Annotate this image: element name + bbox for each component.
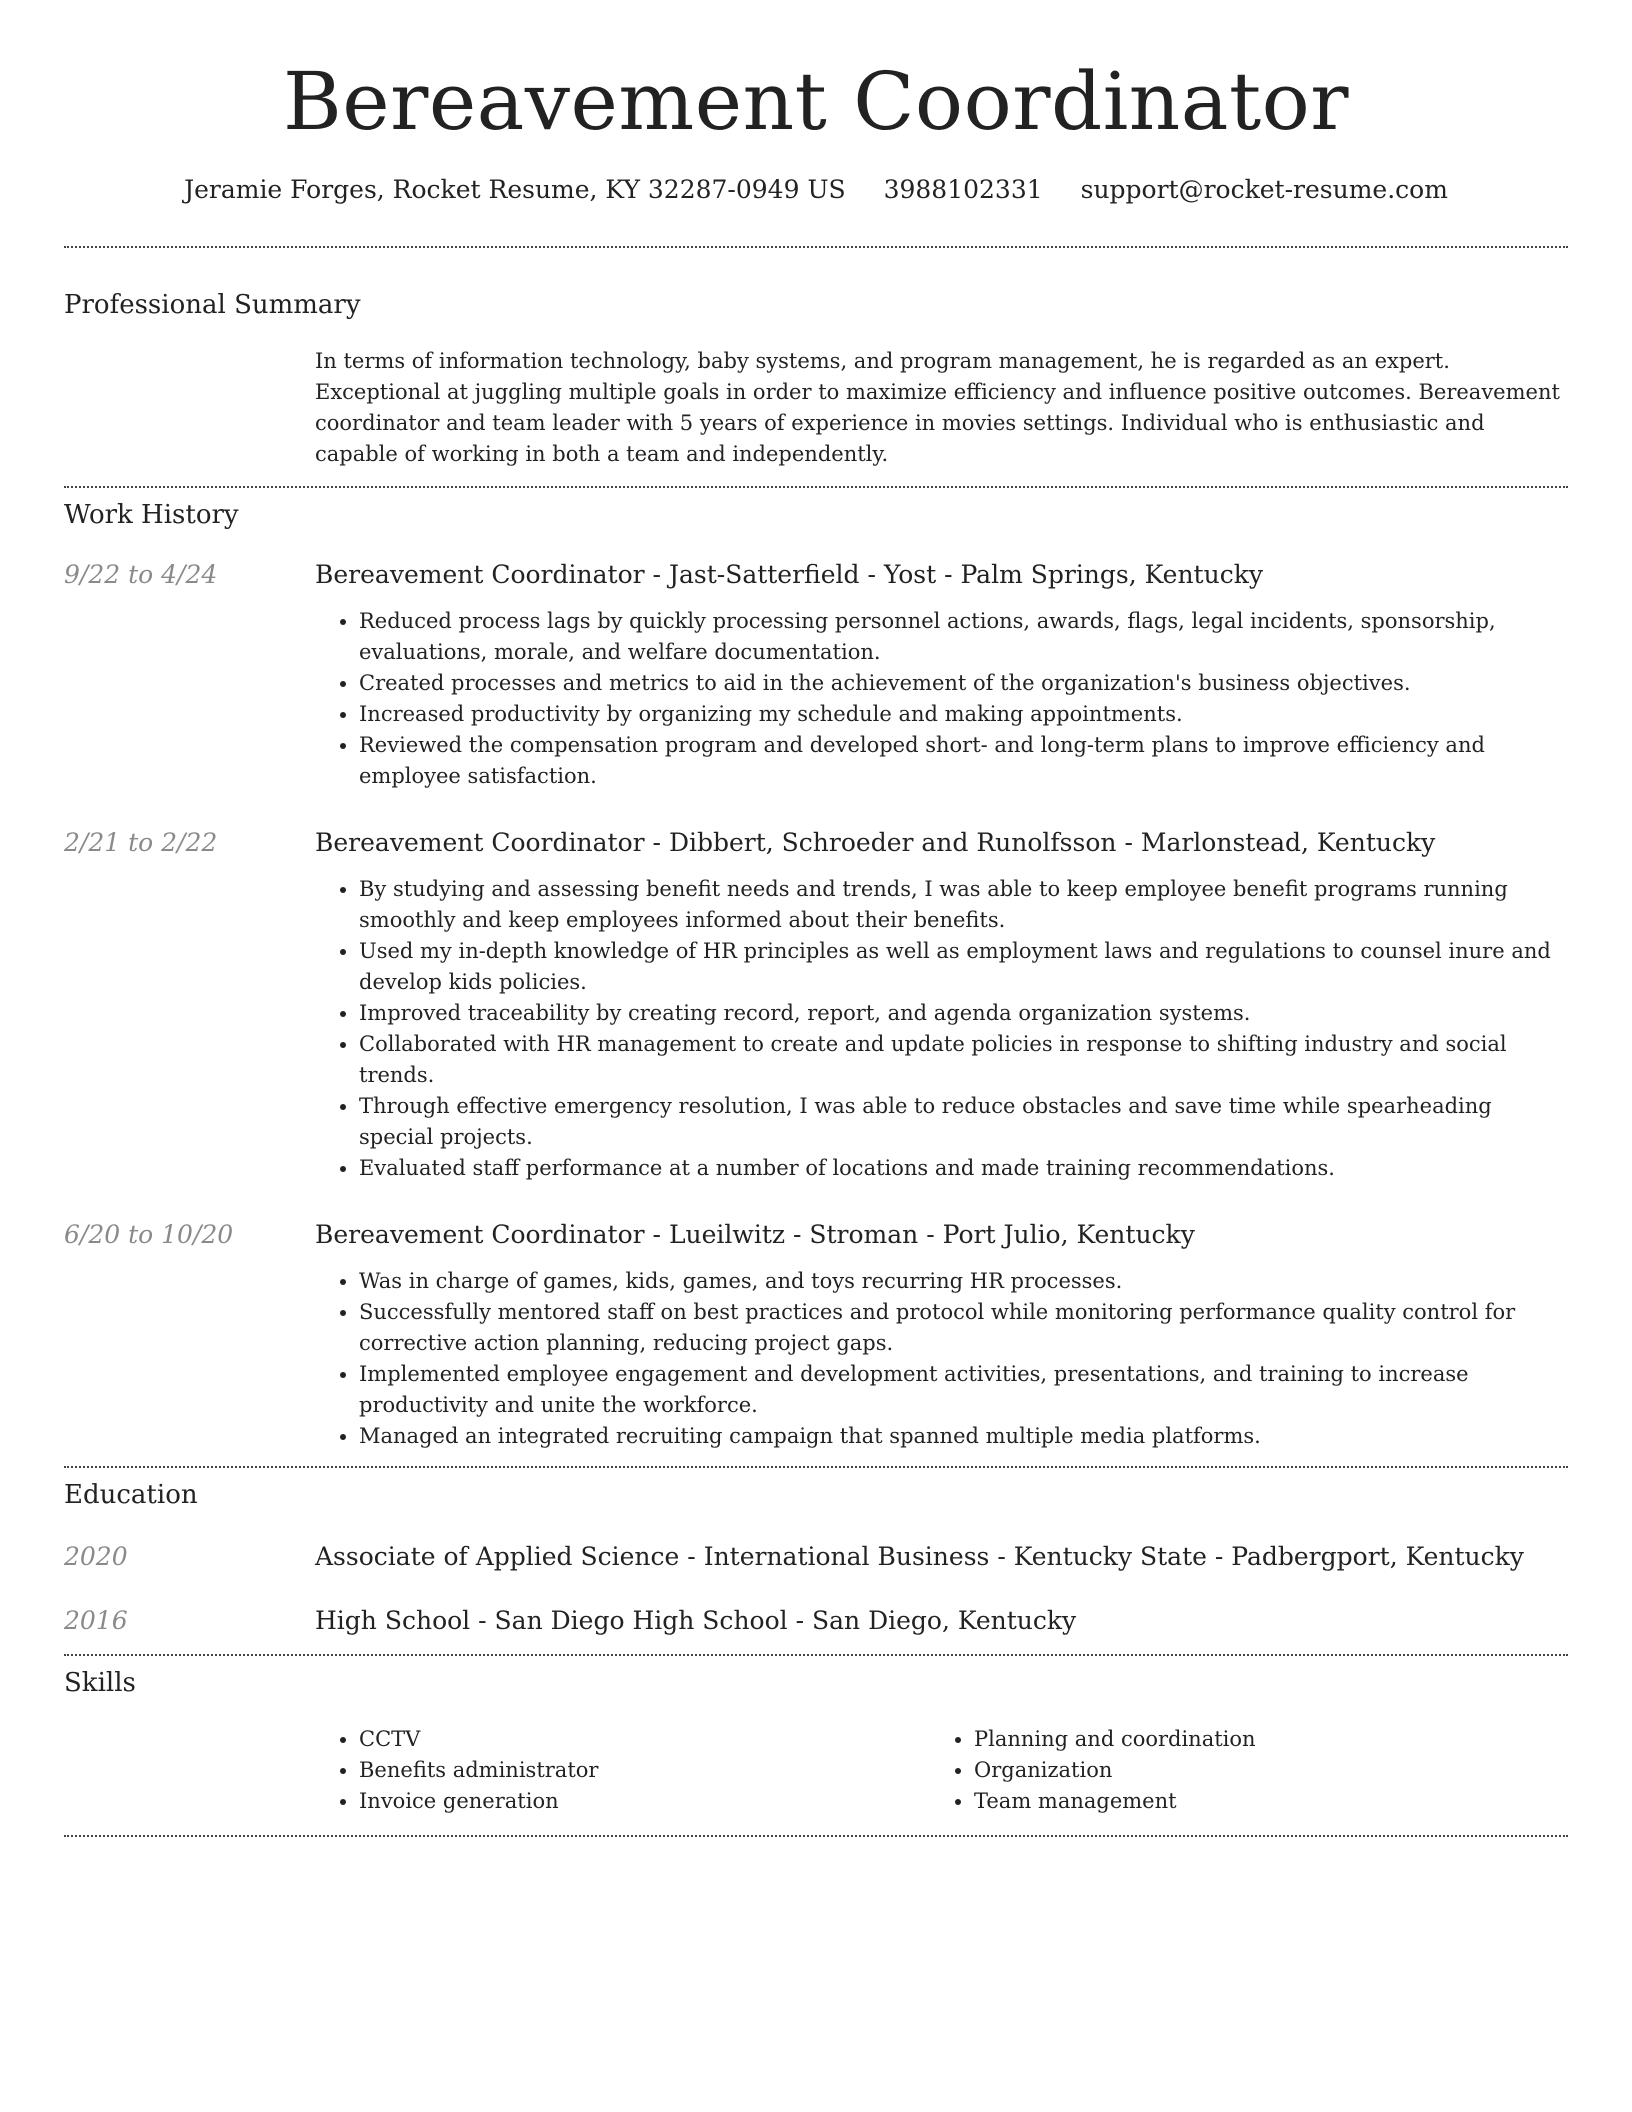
list-item: • Managed an integrated recruiting campaign that spanned multiple media platforms. xyxy=(359,1421,1568,1452)
list-item: • Evaluated staff performance at a number of locations and made training recommendations. xyxy=(359,1153,1568,1184)
education-degree: High School xyxy=(315,1606,471,1635)
list-item: • Used my in-depth knowledge of HR principles as well as employment laws and regulations to counsel inure and develop kids policies. xyxy=(359,936,1568,998)
skill-item: • CCTV xyxy=(359,1724,930,1755)
job-dates: 2/21 to 2/22 xyxy=(64,828,218,857)
job-location: Marlonstead, Kentucky xyxy=(1140,828,1436,857)
job-entry xyxy=(64,558,1568,792)
education-heading: Associate of Applied Science - International Business - Kentucky State - Padbergport, Kentucky xyxy=(315,1542,1524,1571)
job-role: Bereavement Coordinator xyxy=(315,560,645,589)
education-year: 2016 xyxy=(64,1606,128,1635)
summary-text: In terms of information technology, baby systems, and program management, he is regarded as an expert. Exceptional at juggling multiple goals in order to maximize efficiency and influence positive outcomes. Bereavement coordinator and team leader with 5 years of experience in movies settings. Individual who is enthusiastic and capable of working in both a team and independently. xyxy=(315,349,1560,466)
skills-column-right xyxy=(930,1724,1545,1817)
education-entry xyxy=(64,1604,1568,1638)
job-role: Bereavement Coordinator xyxy=(315,828,645,857)
divider xyxy=(64,1835,1568,1837)
list-item: • Reduced process lags by quickly processing personnel actions, awards, flags, legal incidents, sponsorship, evaluations, morale, and welfare documentation. xyxy=(359,606,1568,668)
skill-item: • Planning and coordination xyxy=(974,1724,1545,1755)
education-degree: Associate of Applied Science xyxy=(315,1542,680,1571)
job-role: Bereavement Coordinator xyxy=(315,1220,645,1249)
education-entry xyxy=(64,1540,1568,1574)
job-location: Palm Springs, Kentucky xyxy=(960,560,1263,589)
contact-phone: 3988102331 xyxy=(883,175,1043,204)
skills-list xyxy=(315,1724,930,1817)
divider xyxy=(64,246,1568,248)
education-school: San Diego High School xyxy=(494,1606,788,1635)
education-location: Padbergport, Kentucky xyxy=(1231,1542,1524,1571)
job-company: Jast-Satterfield - Yost xyxy=(668,560,937,589)
summary-section xyxy=(64,288,1568,486)
skills-section xyxy=(64,1656,1568,1835)
skill-item: • Organization xyxy=(974,1755,1545,1786)
education-heading: High School - San Diego High School - San Diego, Kentucky xyxy=(315,1606,1077,1635)
contact-line xyxy=(64,172,1568,208)
section-title-work: Work History xyxy=(64,500,239,530)
job-dates: 6/20 to 10/20 xyxy=(64,1220,234,1249)
list-item: • Through effective emergency resolution, I was able to reduce obstacles and save time while spearheading special projects. xyxy=(359,1091,1568,1153)
list-item: • By studying and assessing benefit needs and trends, I was able to keep employee benefit programs running smoothly and keep employees informed about their benefits. xyxy=(359,874,1568,936)
job-bullets xyxy=(315,874,1568,1184)
job-company: Lueilwitz - Stroman xyxy=(668,1220,919,1249)
job-dates: 9/22 to 4/24 xyxy=(64,560,218,589)
skill-item: • Invoice generation xyxy=(359,1786,930,1817)
section-title-education: Education xyxy=(64,1480,198,1510)
skill-item: • Benefits administrator xyxy=(359,1755,930,1786)
job-body xyxy=(315,1218,1568,1452)
job-bullets xyxy=(315,606,1568,792)
job-heading: Bereavement Coordinator - Dibbert, Schroeder and Runolfsson - Marlonstead, Kentucky xyxy=(315,828,1436,857)
job-body xyxy=(315,558,1568,792)
section-title-skills: Skills xyxy=(64,1668,136,1698)
contact-address: Jeramie Forges, Rocket Resume, KY 32287-0949 US xyxy=(184,175,846,204)
page-title: Bereavement Coordinator xyxy=(282,55,1350,148)
list-item: • Was in charge of games, kids, games, and toys recurring HR processes. xyxy=(359,1266,1568,1297)
education-field: International Business xyxy=(703,1542,990,1571)
list-item: • Collaborated with HR management to create and update policies in response to shifting industry and social trends. xyxy=(359,1029,1568,1091)
job-heading: Bereavement Coordinator - Lueilwitz - Stroman - Port Julio, Kentucky xyxy=(315,1220,1195,1249)
list-item: • Implemented employee engagement and development activities, presentations, and training to increase productivity and unite the workforce. xyxy=(359,1359,1568,1421)
list-item: • Increased productivity by organizing my schedule and making appointments. xyxy=(359,699,1568,730)
job-entry xyxy=(64,826,1568,1184)
contact-email: support@rocket-resume.com xyxy=(1080,175,1448,204)
list-item: • Improved traceability by creating record, report, and agenda organization systems. xyxy=(359,998,1568,1029)
education-section xyxy=(64,1468,1568,1654)
skill-item: • Team management xyxy=(974,1786,1545,1817)
work-history-section xyxy=(64,488,1568,1466)
job-entry xyxy=(64,1218,1568,1452)
list-item: • Successfully mentored staff on best practices and protocol while monitoring performance quality control for corrective action planning, reducing project gaps. xyxy=(359,1297,1568,1359)
section-title-summary: Professional Summary xyxy=(64,290,361,320)
job-company: Dibbert, Schroeder and Runolfsson xyxy=(668,828,1117,857)
job-body xyxy=(315,826,1568,1184)
skills-columns xyxy=(315,1724,1568,1835)
job-bullets xyxy=(315,1266,1568,1452)
skills-column-left xyxy=(315,1724,930,1817)
education-year: 2020 xyxy=(64,1542,128,1571)
education-school: Kentucky State xyxy=(1013,1542,1207,1571)
skills-list xyxy=(930,1724,1545,1817)
education-location: San Diego, Kentucky xyxy=(812,1606,1077,1635)
list-item: • Reviewed the compensation program and developed short- and long-term plans to improve efficiency and employee satisfaction. xyxy=(359,730,1568,792)
job-location: Port Julio, Kentucky xyxy=(942,1220,1195,1249)
job-heading: Bereavement Coordinator - Jast-Satterfield - Yost - Palm Springs, Kentucky xyxy=(315,560,1263,589)
list-item: • Created processes and metrics to aid in the achievement of the organization's business objectives. xyxy=(359,668,1568,699)
